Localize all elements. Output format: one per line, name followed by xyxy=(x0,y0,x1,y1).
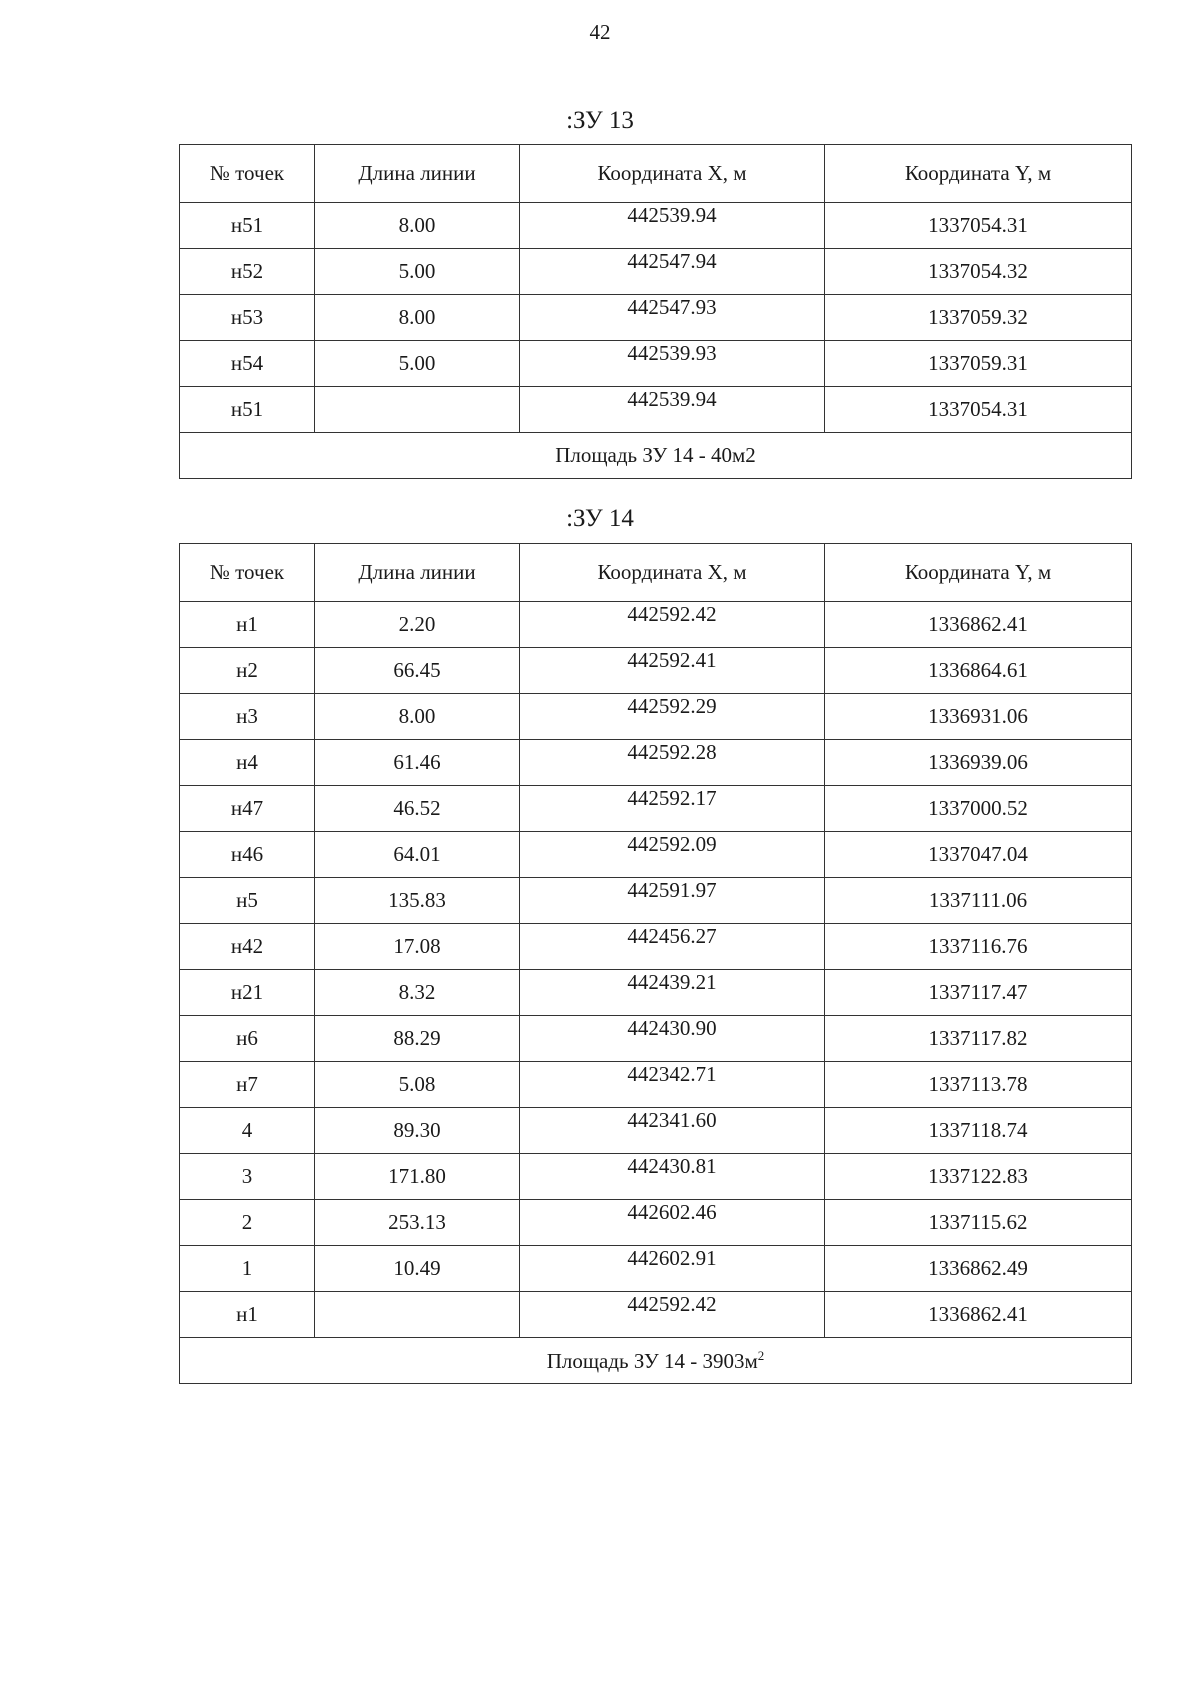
header-point-number: № точек xyxy=(180,544,315,602)
cell-point-number: н1 xyxy=(180,1292,315,1338)
cell-line-length: 46.52 xyxy=(315,786,520,832)
cell-point-number: н47 xyxy=(180,786,315,832)
cell-coordinate-x: 442602.46 xyxy=(520,1200,825,1246)
table-row xyxy=(180,1016,1132,1062)
table-body-zu13 xyxy=(180,203,1132,433)
cell-coordinate-y: 1337059.31 xyxy=(825,341,1132,387)
table-row xyxy=(180,602,1132,648)
cell-point-number: 2 xyxy=(180,1200,315,1246)
table-header-row xyxy=(180,544,1132,602)
cell-coordinate-y: 1336931.06 xyxy=(825,694,1132,740)
cell-coordinate-x: 442591.97 xyxy=(520,878,825,924)
header-coordinate-x: Координата X, м xyxy=(520,145,825,203)
cell-coordinate-x: 442539.94 xyxy=(520,203,825,249)
cell-point-number: н6 xyxy=(180,1016,315,1062)
cell-point-number: н54 xyxy=(180,341,315,387)
header-coordinate-y: Координата Y, м xyxy=(825,145,1132,203)
cell-coordinate-y: 1337059.32 xyxy=(825,295,1132,341)
cell-point-number: н42 xyxy=(180,924,315,970)
cell-line-length: 8.00 xyxy=(315,295,520,341)
cell-line-length: 253.13 xyxy=(315,1200,520,1246)
header-point-number: № точек xyxy=(180,145,315,203)
area-zu14-superscript: 2 xyxy=(757,1347,765,1363)
cell-coordinate-x: 442547.93 xyxy=(520,295,825,341)
cell-line-length: 17.08 xyxy=(315,924,520,970)
cell-line-length: 88.29 xyxy=(315,1016,520,1062)
cell-point-number: н5 xyxy=(180,878,315,924)
cell-line-length: 64.01 xyxy=(315,832,520,878)
cell-coordinate-x: 442456.27 xyxy=(520,924,825,970)
table-row xyxy=(180,970,1132,1016)
area-zu13: Площадь ЗУ 14 - 40м2 xyxy=(180,433,1132,479)
header-coordinate-x: Координата X, м xyxy=(520,544,825,602)
table-row xyxy=(180,1292,1132,1338)
table-header-row xyxy=(180,145,1132,203)
table-row xyxy=(180,924,1132,970)
page-number: 42 xyxy=(589,20,611,44)
table-row xyxy=(180,648,1132,694)
cell-coordinate-x: 442539.94 xyxy=(520,387,825,433)
cell-coordinate-x: 442592.17 xyxy=(520,786,825,832)
cell-coordinate-x: 442592.42 xyxy=(520,602,825,648)
cell-point-number: н2 xyxy=(180,648,315,694)
cell-point-number: н52 xyxy=(180,249,315,295)
table-row xyxy=(180,203,1132,249)
cell-line-length: 8.00 xyxy=(315,203,520,249)
table-body-zu14 xyxy=(180,602,1132,1338)
cell-line-length: 61.46 xyxy=(315,740,520,786)
cell-line-length xyxy=(315,1292,520,1338)
table-row xyxy=(180,740,1132,786)
cell-coordinate-x: 442547.94 xyxy=(520,249,825,295)
cell-line-length: 5.00 xyxy=(315,249,520,295)
cell-coordinate-y: 1337054.31 xyxy=(825,387,1132,433)
cell-coordinate-y: 1336864.61 xyxy=(825,648,1132,694)
cell-point-number: н7 xyxy=(180,1062,315,1108)
cell-coordinate-y: 1336939.06 xyxy=(825,740,1132,786)
table-row xyxy=(180,249,1132,295)
area-row xyxy=(180,433,1132,479)
cell-coordinate-y: 1337000.52 xyxy=(825,786,1132,832)
cell-line-length: 5.00 xyxy=(315,341,520,387)
cell-coordinate-x: 442592.42 xyxy=(520,1292,825,1338)
cell-line-length: 135.83 xyxy=(315,878,520,924)
cell-coordinate-y: 1336862.41 xyxy=(825,1292,1132,1338)
coordinates-table-zu14 xyxy=(179,543,1132,1384)
cell-coordinate-y: 1337122.83 xyxy=(825,1154,1132,1200)
cell-line-length: 66.45 xyxy=(315,648,520,694)
cell-coordinate-y: 1337117.82 xyxy=(825,1016,1132,1062)
cell-point-number: н4 xyxy=(180,740,315,786)
table-row xyxy=(180,1246,1132,1292)
header-line-length: Длина линии xyxy=(315,544,520,602)
cell-coordinate-y: 1337047.04 xyxy=(825,832,1132,878)
cell-coordinate-x: 442592.28 xyxy=(520,740,825,786)
table-row xyxy=(180,341,1132,387)
table-row xyxy=(180,387,1132,433)
area-zu14 xyxy=(180,1338,1132,1384)
cell-line-length: 2.20 xyxy=(315,602,520,648)
cell-coordinate-y: 1337115.62 xyxy=(825,1200,1132,1246)
cell-line-length: 5.08 xyxy=(315,1062,520,1108)
coordinates-table-zu13 xyxy=(179,144,1132,479)
section-title-zu13: :ЗУ 13 xyxy=(566,107,634,134)
table-row xyxy=(180,832,1132,878)
cell-coordinate-y: 1336862.49 xyxy=(825,1246,1132,1292)
table-row xyxy=(180,786,1132,832)
cell-coordinate-x: 442539.93 xyxy=(520,341,825,387)
cell-coordinate-y: 1337054.31 xyxy=(825,203,1132,249)
cell-point-number: н46 xyxy=(180,832,315,878)
cell-coordinate-x: 442592.41 xyxy=(520,648,825,694)
cell-coordinate-y: 1337113.78 xyxy=(825,1062,1132,1108)
cell-line-length: 89.30 xyxy=(315,1108,520,1154)
table-row xyxy=(180,694,1132,740)
cell-coordinate-y: 1336862.41 xyxy=(825,602,1132,648)
cell-coordinate-y: 1337111.06 xyxy=(825,878,1132,924)
table-row xyxy=(180,1062,1132,1108)
cell-point-number: н53 xyxy=(180,295,315,341)
cell-coordinate-x: 442592.09 xyxy=(520,832,825,878)
cell-point-number: н51 xyxy=(180,203,315,249)
cell-coordinate-y: 1337117.47 xyxy=(825,970,1132,1016)
cell-line-length: 10.49 xyxy=(315,1246,520,1292)
cell-point-number: н1 xyxy=(180,602,315,648)
table-row xyxy=(180,1200,1132,1246)
cell-point-number: н3 xyxy=(180,694,315,740)
table-row xyxy=(180,1154,1132,1200)
cell-point-number: 4 xyxy=(180,1108,315,1154)
cell-line-length: 8.00 xyxy=(315,694,520,740)
cell-point-number: 1 xyxy=(180,1246,315,1292)
area-zu14-text: Площадь ЗУ 14 - 3903м xyxy=(546,1348,758,1373)
cell-point-number: н21 xyxy=(180,970,315,1016)
cell-coordinate-y: 1337116.76 xyxy=(825,924,1132,970)
cell-coordinate-x: 442430.90 xyxy=(520,1016,825,1062)
cell-line-length: 8.32 xyxy=(315,970,520,1016)
table-row xyxy=(180,1108,1132,1154)
cell-coordinate-x: 442430.81 xyxy=(520,1154,825,1200)
table-row xyxy=(180,878,1132,924)
cell-point-number: 3 xyxy=(180,1154,315,1200)
cell-coordinate-x: 442602.91 xyxy=(520,1246,825,1292)
cell-coordinate-y: 1337118.74 xyxy=(825,1108,1132,1154)
cell-coordinate-x: 442341.60 xyxy=(520,1108,825,1154)
cell-coordinate-x: 442342.71 xyxy=(520,1062,825,1108)
cell-line-length: 171.80 xyxy=(315,1154,520,1200)
section-title-zu14: :ЗУ 14 xyxy=(566,505,634,532)
cell-coordinate-x: 442439.21 xyxy=(520,970,825,1016)
table-row xyxy=(180,295,1132,341)
area-row xyxy=(180,1338,1132,1384)
header-line-length: Длина линии xyxy=(315,145,520,203)
cell-coordinate-y: 1337054.32 xyxy=(825,249,1132,295)
cell-point-number: н51 xyxy=(180,387,315,433)
cell-coordinate-x: 442592.29 xyxy=(520,694,825,740)
header-coordinate-y: Координата Y, м xyxy=(825,544,1132,602)
cell-line-length xyxy=(315,387,520,433)
